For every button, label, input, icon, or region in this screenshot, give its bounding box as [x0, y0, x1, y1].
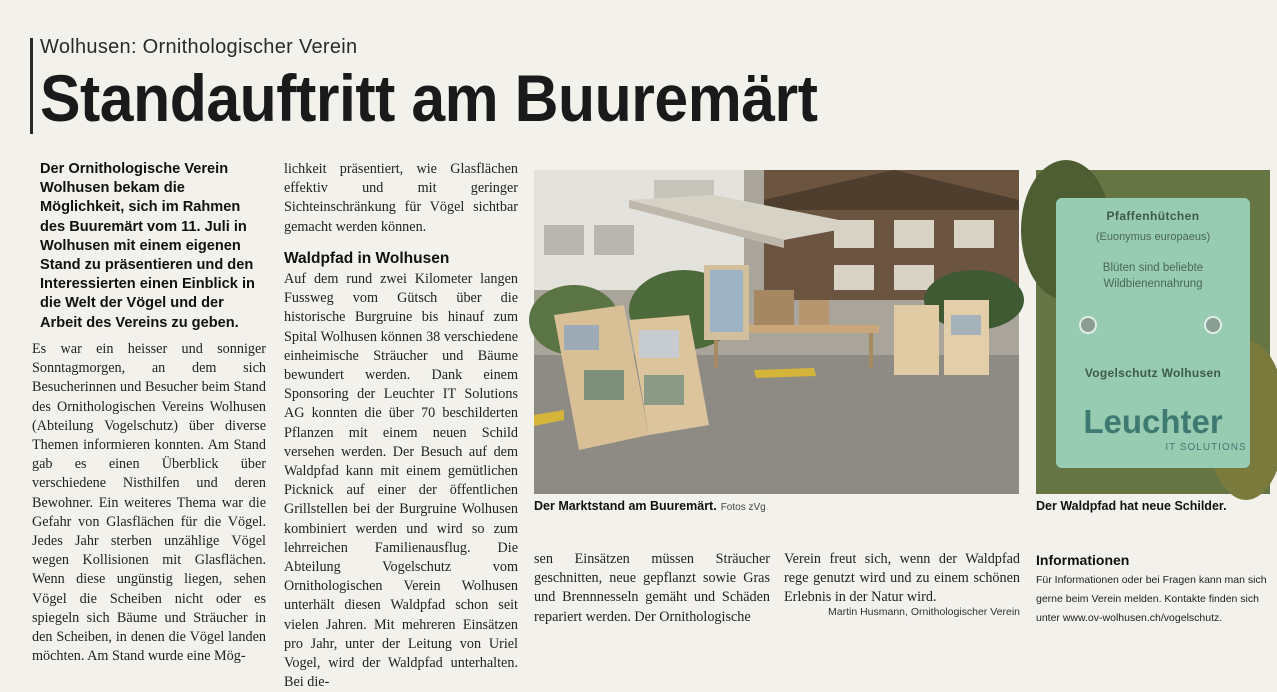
- sign-logo: Leuchter: [1083, 403, 1223, 440]
- caption-text: Der Marktstand am Buuremärt.: [534, 499, 717, 513]
- sign-org: Vogelschutz Wolhusen: [1084, 366, 1222, 380]
- body-column-2: Auf dem rund zwei Kilometer langen Fussweg vom Gütsch über die historische Burgruine bis hinauf zum Spital Wolhusen können 38 verschiedene einheimische Sträucher und Bäume bewundert werden. Dank einem Sponsoring der Leuchter IT Solutions AG konnten die über 70 beschilderten Pflanzen mit einem neuen Schild versehen werden. Der Besuch auf dem Waldpfad kann mit einem gemütlichen Picknick auf einer der öffentlichen Grillstellen bei der Burgruine Wolhusen kombiniert werden und wird so zum lehrreichen Familienausflug. Die Abteilung Vogelschutz vom Ornithologischen Verein Wolhusen unterhält diesen Waldpfad schon seit vielen Jahren. Mit mehreren Einsätzen pro Jahr, unter der Leitung von Uriel Vogel, wird der Waldpfad unterhalten. Bei die-: [284, 271, 518, 691]
- market-stand-photo: [534, 170, 1019, 494]
- body-column-3: sen Einsätzen müssen Sträucher geschnitten, neue gepflanzt sowie Gras und Brennnesseln gemäht und Schäden repariert werden. Der Ornithologische: [534, 551, 770, 625]
- lead-paragraph: Der Ornithologische Verein Wolhusen bekam die Möglichkeit, sich im Rahmen des Buuremärt vom 11. Juli in Wolhusen mit einem eigenen Stand zu präsentieren und den Interessierten einen Einblick in die Welt der Vögel und der Arbeit des Vereins zu geben.: [40, 161, 255, 331]
- byline: Martin Husmann, Ornithologischer Verein: [827, 606, 1020, 618]
- sign-latin-name: (Euonymus europaeus): [1095, 231, 1211, 243]
- info-text: Für Informationen oder bei Fragen kann man sich gerne beim Verein melden. Kontakte finden sich unter www.ov-wolhusen.ch/vogelschutz.: [1036, 574, 1267, 624]
- sign-line-2: Wildbienennahrung: [1103, 278, 1203, 290]
- section-subhead: Waldpfad in Wolhusen: [284, 250, 450, 267]
- caption-trail-sign: Der Waldpfad hat neue Schilder.: [1036, 499, 1227, 513]
- accent-bar: [30, 38, 33, 134]
- trail-sign-photo: [1036, 170, 1270, 494]
- body-column-1: Es war ein heisser und sonniger Sonntagmorgen, an dem sich Besucherinnen und Besucher beim Stand des Ornithologischen Vereins Wolhusen (Abteilung Vogelschutz) über diverse Themen informieren konnten. Am Stand gab es einen Überblick über verschiedene Nisthilfen und deren Bewohner. Ein weiteres Thema war die Gefahr von Glasflächen für die Vögel. Jedes Jahr sterben unzählige Vögel wegen Kollisionen mit Glasflächen. Wenn diese ungünstig liegen, sehen Vögel die Scheiben nicht oder es spiegeln sich Bäume und Sträucher in den Scheiben, in denen die Vögel landen möchten. Am Stand wurde eine Mög-: [32, 341, 266, 665]
- sign-line-1: Blüten sind beliebte: [1102, 262, 1204, 274]
- body-column-2-top: lichkeit präsentiert, wie Glasflächen effektiv und mit geringer Sichteinschränkung für Vögel sichtbar gemacht werden können.: [284, 161, 518, 235]
- kicker: Wolhusen: Ornithologischer Verein: [40, 36, 358, 58]
- info-heading: Informationen: [1036, 552, 1130, 568]
- caption-market-stand: [534, 499, 766, 513]
- photo-credit: Fotos zVg: [720, 502, 766, 513]
- body-column-4: Verein freut sich, wenn der Waldpfad rege genutzt wird und zu einem schönen Erlebnis in der Natur wird.: [784, 551, 1020, 606]
- sign-logo-sub: IT SOLUTIONS: [1165, 442, 1247, 453]
- headline: Standauftritt am Buuremärt: [40, 61, 818, 135]
- sign-title: Pfaffenhütchen: [1106, 209, 1200, 223]
